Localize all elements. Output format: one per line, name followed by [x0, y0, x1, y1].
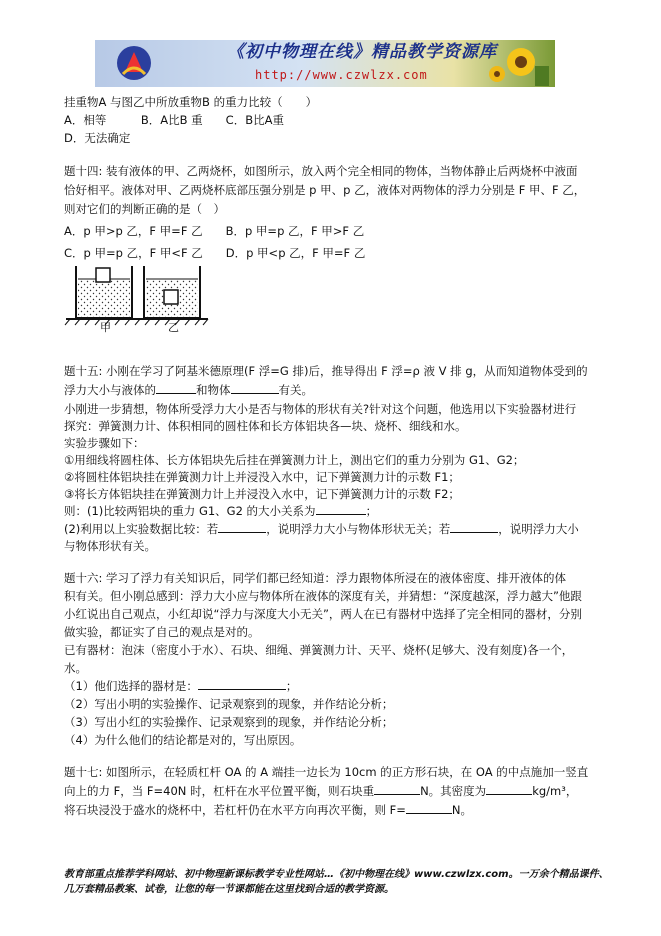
q15-line3: 小刚进一步猜想，物体所受浮力大小是否与物体的形状有关?针对这个问题，他选用以下实验器材进行: [64, 402, 577, 416]
q16-line4: 做实验，都证实了自己的观点是对的。: [64, 625, 260, 639]
q15-text: ，说明浮力大小: [498, 522, 579, 536]
answer-blank: [198, 677, 286, 690]
q16-line1: 题十六: 学习了浮力有关知识后，同学们都已经知道：浮力跟物体所浸在的液体密度、排开液体的体: [64, 571, 567, 585]
q15-step3: ③将长方体铝块挂在弹簧测力计上并浸没入水中，记下弹簧测力计的示数 F2；: [64, 487, 460, 501]
q15-question2: [64, 520, 579, 538]
banner-title: 《初中物理在线》精品教学资源库: [227, 42, 497, 62]
q15-text: 则：(1)比较两铝块的重力 G1、G2 的大小关系为: [64, 504, 316, 518]
q17-line1: 题十七: 如图所示，在轻质杠杆 OA 的 A 端挂一边长为 10cm 的正方形石块，在 OA 的中点施加一竖直: [64, 765, 589, 779]
q15-text: ；: [365, 504, 378, 518]
q16-line5: 已有器材：泡沫（密度小于水）、石块、细绳、弹簧测力计、天平、烧杯(足够大、没有刻度)各一个，: [64, 643, 574, 657]
q16-line3: 小红说出自己观点，小红却说“浮力与深度大小无关”，两人在已有器材中选择了完全相同的器材，分别: [64, 607, 582, 621]
q16-line2: 积有关。但小刚总感到：浮力大小应与物体所在液体的深度有关，并猜想：“深度越深，浮力越大”他跟: [64, 589, 582, 603]
q17-line2: [64, 782, 577, 800]
q15-line4: 探究：弹簧测力计、体积相同的圆柱体和长方体铝块各—块、烧杯、细线和水。: [64, 419, 467, 433]
q16-text: ；: [285, 679, 298, 693]
q17-text: N。其密度为: [420, 784, 487, 798]
answer-blank: [156, 381, 196, 394]
beaker-figure: [62, 262, 212, 342]
answer-blank: [316, 502, 366, 515]
q13-option-d: D．无法确定: [64, 131, 131, 145]
q14-line1: 题十四: 装有液体的甲、乙两烧杯，如图所示，放入两个完全相同的物体，当物体静止后两烧杯中液面: [64, 164, 578, 178]
footer-line2: 几万套精品教案、试卷，让您的每一节课都能在这里找到合适的教学资源。: [64, 884, 394, 895]
q16-item3: （3）写出小红的实验操作、记录观察到的现象，并作结论分析；: [64, 715, 394, 729]
q15-line11: 与物体形状有关。: [64, 539, 156, 553]
q17-text: 向上的力 F，当 F=40N 时，杠杆在水平位置平衡，则石块重: [64, 784, 375, 798]
sunflower-icon: [487, 44, 549, 86]
q17-line3: [64, 801, 472, 819]
answer-blank: [231, 381, 279, 394]
q14-options-cd: C．p 甲=p 乙，F 甲<F 乙 D．p 甲<p 乙，F 甲=F 乙: [64, 246, 366, 260]
page-footer: [64, 867, 609, 897]
q15-question1: [64, 502, 377, 520]
logo-icon: [115, 44, 153, 82]
q17-text: 将石块浸没于盛水的烧杯中，若杠杆仍在水平方向再次平衡，则 F=: [64, 803, 406, 817]
q14-options-ab: A．p 甲>p 乙，F 甲=F 乙 B．p 甲=p 乙，F 甲>F 乙: [64, 224, 365, 238]
label-yi: 乙: [168, 321, 179, 334]
answer-blank: [486, 782, 532, 795]
q16-item1: [64, 677, 297, 695]
answer-blank: [406, 801, 452, 814]
banner-url: http://www.czwlzx.com: [255, 68, 428, 82]
q15-step1: ①用细线将圆柱体、长方体铝块先后挂在弹簧测力计上，测出它们的重力分别为 G1、G2；: [64, 453, 525, 467]
footer-line1: 教育部重点推荐学科网站、初中物理新课标教学专业性网站…《初中物理在线》www.czwlzx.com。一万余个精品课件、: [64, 869, 609, 880]
answer-blank: [450, 520, 498, 533]
q17-text: N。: [451, 803, 473, 817]
answer-blank: [374, 782, 420, 795]
q15-step2: ②将圆柱体铝块挂在弹簧测力计上并浸没入水中，记下弹簧测力计的示数 F1；: [64, 470, 460, 484]
q13-tail-line1: 挂重物A 与图乙中所放重物B 的重力比较（ ）: [64, 95, 318, 109]
q14-line3: 则对它们的判断正确的是（ ）: [64, 202, 225, 216]
q15-text: 和物体: [196, 383, 231, 397]
q16-text: （1）他们选择的器材是：: [64, 679, 198, 693]
q14-line2: 恰好相平。液体对甲、乙两烧杯底部压强分别是 p 甲、p 乙，液体对两物体的浮力分别是 F 甲、F 乙，: [64, 183, 586, 197]
q16-line6: 水。: [64, 661, 87, 675]
q15-text: (2)利用以上实验数据比较：若: [64, 522, 219, 536]
q16-item4: （4）为什么他们的结论都是对的，写出原因。: [64, 733, 302, 747]
beaker-jia: [76, 266, 132, 318]
header-banner: [95, 40, 555, 87]
q17-text: kg/m³，: [532, 784, 578, 798]
beaker-yi: [144, 266, 200, 318]
q15-line5: 实验步骤如下：: [64, 436, 145, 450]
q13-option-abc: A．相等 B．A比B 重 C．B比A重: [64, 113, 284, 127]
answer-blank: [218, 520, 266, 533]
q15-text: 浮力大小与液体的: [64, 383, 156, 397]
q15-text: ，说明浮力大小与物体形状无关；若: [266, 522, 451, 536]
q15-line1: 题十五: 小刚在学习了阿基米德原理(F 浮=G 排)后，推导得出 F 浮=ρ 液 V 排 g，从而知道物体受到的: [64, 364, 588, 378]
q15-text: 有关。: [278, 383, 313, 397]
q16-item2: （2）写出小明的实验操作、记录观察到的现象，并作结论分析；: [64, 697, 394, 711]
label-jia: 甲: [100, 321, 111, 334]
q15-line2: [64, 381, 313, 399]
